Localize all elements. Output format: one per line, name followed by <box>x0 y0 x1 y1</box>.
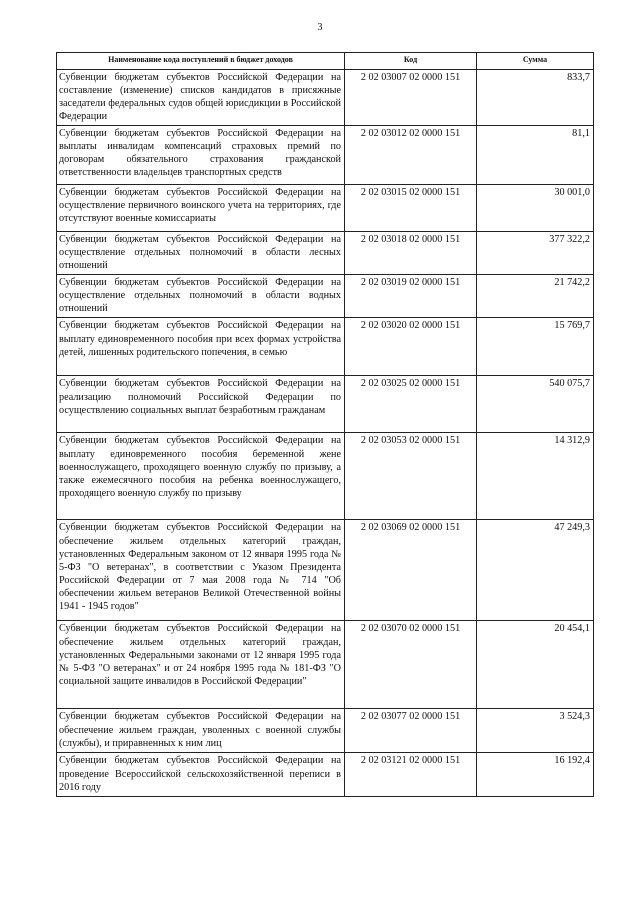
row-name: Субвенции бюджетам субъектов Российской Федерации на проведение Всероссийской сельскохозяйственной переписи в 2016 году <box>57 753 345 797</box>
header-sum: Сумма <box>477 53 594 70</box>
row-sum: 30 001,0 <box>477 185 594 232</box>
table-row <box>57 232 594 275</box>
header-name: Наименование кода поступлений в бюджет доходов <box>57 53 345 70</box>
row-code: 2 02 03121 02 0000 151 <box>345 753 477 797</box>
table-row <box>57 520 594 621</box>
table-row <box>57 185 594 232</box>
row-sum: 16 192,4 <box>477 753 594 797</box>
row-code: 2 02 03070 02 0000 151 <box>345 621 477 709</box>
row-code: 2 02 03015 02 0000 151 <box>345 185 477 232</box>
row-code: 2 02 03077 02 0000 151 <box>345 709 477 753</box>
row-name: Субвенции бюджетам субъектов Российской Федерации на обеспечение жильем отдельных категорий граждан, установленных Федеральными законами от 12 января 1995 года № 5-ФЗ "О ветеранах" и от 24 ноября 1995 года № 181-ФЗ "О социальной защите инвалидов в Российской Федерации" <box>57 621 345 709</box>
row-sum: 377 322,2 <box>477 232 594 275</box>
table-header-row <box>57 53 594 70</box>
row-code: 2 02 03018 02 0000 151 <box>345 232 477 275</box>
table-row <box>57 70 594 126</box>
table-row <box>57 318 594 376</box>
table-row <box>57 433 594 520</box>
row-code: 2 02 03069 02 0000 151 <box>345 520 477 621</box>
row-code: 2 02 03025 02 0000 151 <box>345 376 477 433</box>
row-name: Субвенции бюджетам субъектов Российской Федерации на осуществление первичного воинского учета на территориях, где отсутствуют военные комиссариаты <box>57 185 345 232</box>
table-row <box>57 709 594 753</box>
row-code: 2 02 03019 02 0000 151 <box>345 275 477 318</box>
row-name: Субвенции бюджетам субъектов Российской Федерации на обеспечение жильем граждан, уволенных с военной службы (службы), и приравненных к ним лиц <box>57 709 345 753</box>
row-name: Субвенции бюджетам субъектов Российской Федерации на выплаты инвалидам компенсаций страховых премий по договорам обязательного страхования гражданской ответственности владельцев транспортных средств <box>57 126 345 185</box>
page-number: 3 <box>317 22 323 33</box>
row-sum: 3 524,3 <box>477 709 594 753</box>
row-sum: 540 075,7 <box>477 376 594 433</box>
row-code: 2 02 03020 02 0000 151 <box>345 318 477 376</box>
row-code: 2 02 03007 02 0000 151 <box>345 70 477 126</box>
table-row <box>57 753 594 797</box>
row-sum: 14 312,9 <box>477 433 594 520</box>
table-row <box>57 621 594 709</box>
table-row <box>57 126 594 185</box>
row-sum: 833,7 <box>477 70 594 126</box>
row-code: 2 02 03012 02 0000 151 <box>345 126 477 185</box>
header-code: Код <box>345 53 477 70</box>
row-name: Субвенции бюджетам субъектов Российской Федерации на выплату единовременного пособия беременной жене военнослужащего, проходящего военную службу по призыву, а также ежемесячного пособия на ребенка военнослужащего, проходящего военную службу по призыву <box>57 433 345 520</box>
row-sum: 47 249,3 <box>477 520 594 621</box>
row-sum: 15 769,7 <box>477 318 594 376</box>
row-sum: 81,1 <box>477 126 594 185</box>
row-name: Субвенции бюджетам субъектов Российской Федерации на осуществление отдельных полномочий в области лесных отношений <box>57 232 345 275</box>
row-name: Субвенции бюджетам субъектов Российской Федерации на выплату единовременного пособия при всех формах устройства детей, лишенных родительского попечения, в семью <box>57 318 345 376</box>
row-name: Субвенции бюджетам субъектов Российской Федерации на реализацию полномочий Российской Федерации по осуществлению социальных выплат безработным гражданам <box>57 376 345 433</box>
revenue-table <box>56 52 594 797</box>
row-name: Субвенции бюджетам субъектов Российской Федерации на обеспечение жильем отдельных категорий граждан, установленных Федеральным законом от 12 января 1995 года № 5-ФЗ "О ветеранах", в соответствии с Указом Президента Российской Федерации от 7 мая 2008 года № 714 "Об обеспечении жильем ветеранов Великой Отечественной войны 1941 - 1945 годов" <box>57 520 345 621</box>
row-sum: 21 742,2 <box>477 275 594 318</box>
table-row <box>57 376 594 433</box>
table-row <box>57 275 594 318</box>
row-name: Субвенции бюджетам субъектов Российской Федерации на осуществление отдельных полномочий в области водных отношений <box>57 275 345 318</box>
row-sum: 20 454,1 <box>477 621 594 709</box>
row-name: Субвенции бюджетам субъектов Российской Федерации на составление (изменение) списков кандидатов в присяжные заседатели федеральных судов общей юрисдикции в Российской Федерации <box>57 70 345 126</box>
row-code: 2 02 03053 02 0000 151 <box>345 433 477 520</box>
